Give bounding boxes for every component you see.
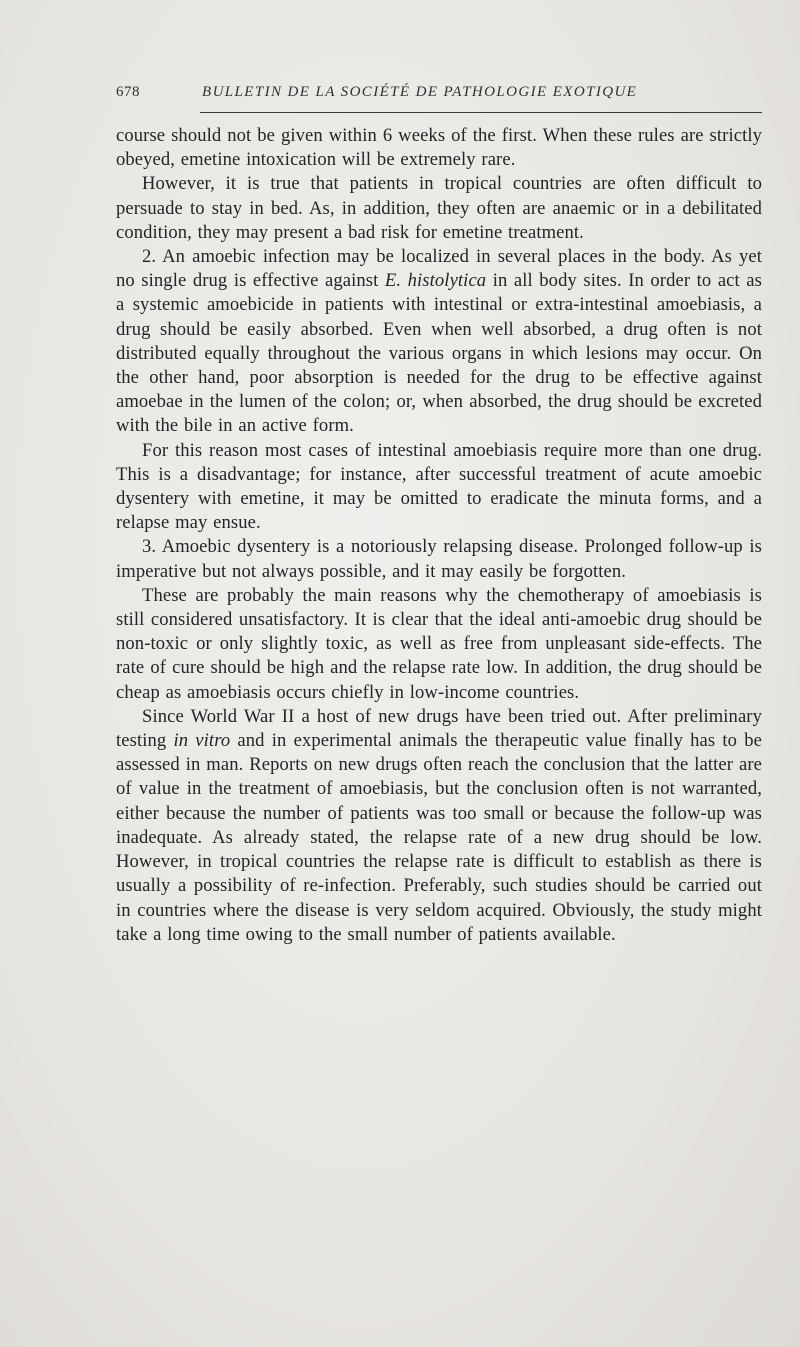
paragraph-patient-compliance: However, it is true that patients in tropical countries are often difficult to persuade to stay in bed. As, in addition, they often are anaemic or in a debilitated condition, they may present a bad risk for emetine treatment. bbox=[116, 173, 762, 243]
header-rule bbox=[200, 112, 762, 113]
paragraph-text: and in experimental animals the therapeutic value finally has to be assessed in man. Reports on new drugs often reach the conclusion that the latter are of value in the treatment of amoebiasis, but the conclusion often is not warranted, either because the number of patients was too small or because the follow-up was inadequate. As already stated, the relapse rate of a new drug should be low. However, in tropical countries the relapse rate is difficult to establish as there is usually a possibility of re-infection. Preferably, such studies should be carried out in countries where the disease is very seldom acquired. Obviously, the study might take a long time owing to the small number of patients available. bbox=[116, 730, 763, 945]
body-text bbox=[116, 124, 762, 947]
page-number: 678 bbox=[116, 84, 140, 100]
paragraph-text: Since World War II a host of new drugs have been tried out. After preliminary testing bbox=[116, 705, 762, 752]
paragraph-point-3: 3. Amoebic dysentery is a notoriously relapsing disease. Prolonged follow-up is imperative but not always possible, and it may easily be forgotten. bbox=[116, 536, 762, 582]
paragraph-text: in all body sites. In order to act as a systemic amoebicide in patients with intestinal or extra-intestinal amoebiasis, a drug should be easily absorbed. Even when well absorbed, a drug often is not distributed equally throughout the various organs in which lesions may occur. On the other hand, poor absorption is needed for the drug to be effective against amoebae in the lumen of the colon; or, when absorbed, the drug should be excreted with the bile in an active form. bbox=[116, 270, 762, 437]
species-name: E. histolytica bbox=[384, 270, 487, 292]
paragraph-new-drugs bbox=[116, 705, 762, 947]
paragraph-ideal-drug: These are probably the main reasons why the chemotherapy of amoebiasis is still considered unsatisfactory. It is clear that the ideal anti-amoebic drug should be non-toxic or only slightly toxic, as well as free from unpleasant side-effects. The rate of cure should be high and the relapse rate low. In addition, the drug should be cheap as amoebiasis occurs chiefly in low-income countries. bbox=[116, 584, 762, 703]
journal-title: BULLETIN DE LA SOCIÉTÉ DE PATHOLOGIE EXOTIQUE bbox=[202, 84, 638, 100]
running-head bbox=[116, 84, 762, 116]
paragraph-continuation: course should not be given within 6 weeks of the first. When these rules are strictly obeyed, emetine intoxication will be extremely rare. bbox=[116, 125, 762, 171]
paragraph-multiple-drugs: For this reason most cases of intestinal amoebiasis require more than one drug. This is a disadvantage; for instance, after successful treatment of acute amoebic dysentery with emetine, it may be omitted to eradicate the minuta forms, and a relapse may ensue. bbox=[116, 439, 762, 534]
paragraph-text: 2. An amoebic infection may be localized in several places in the body. As yet no single drug is effective against bbox=[116, 246, 762, 292]
italic-term: in vitro bbox=[173, 730, 231, 752]
paragraph-point-2 bbox=[116, 245, 762, 439]
